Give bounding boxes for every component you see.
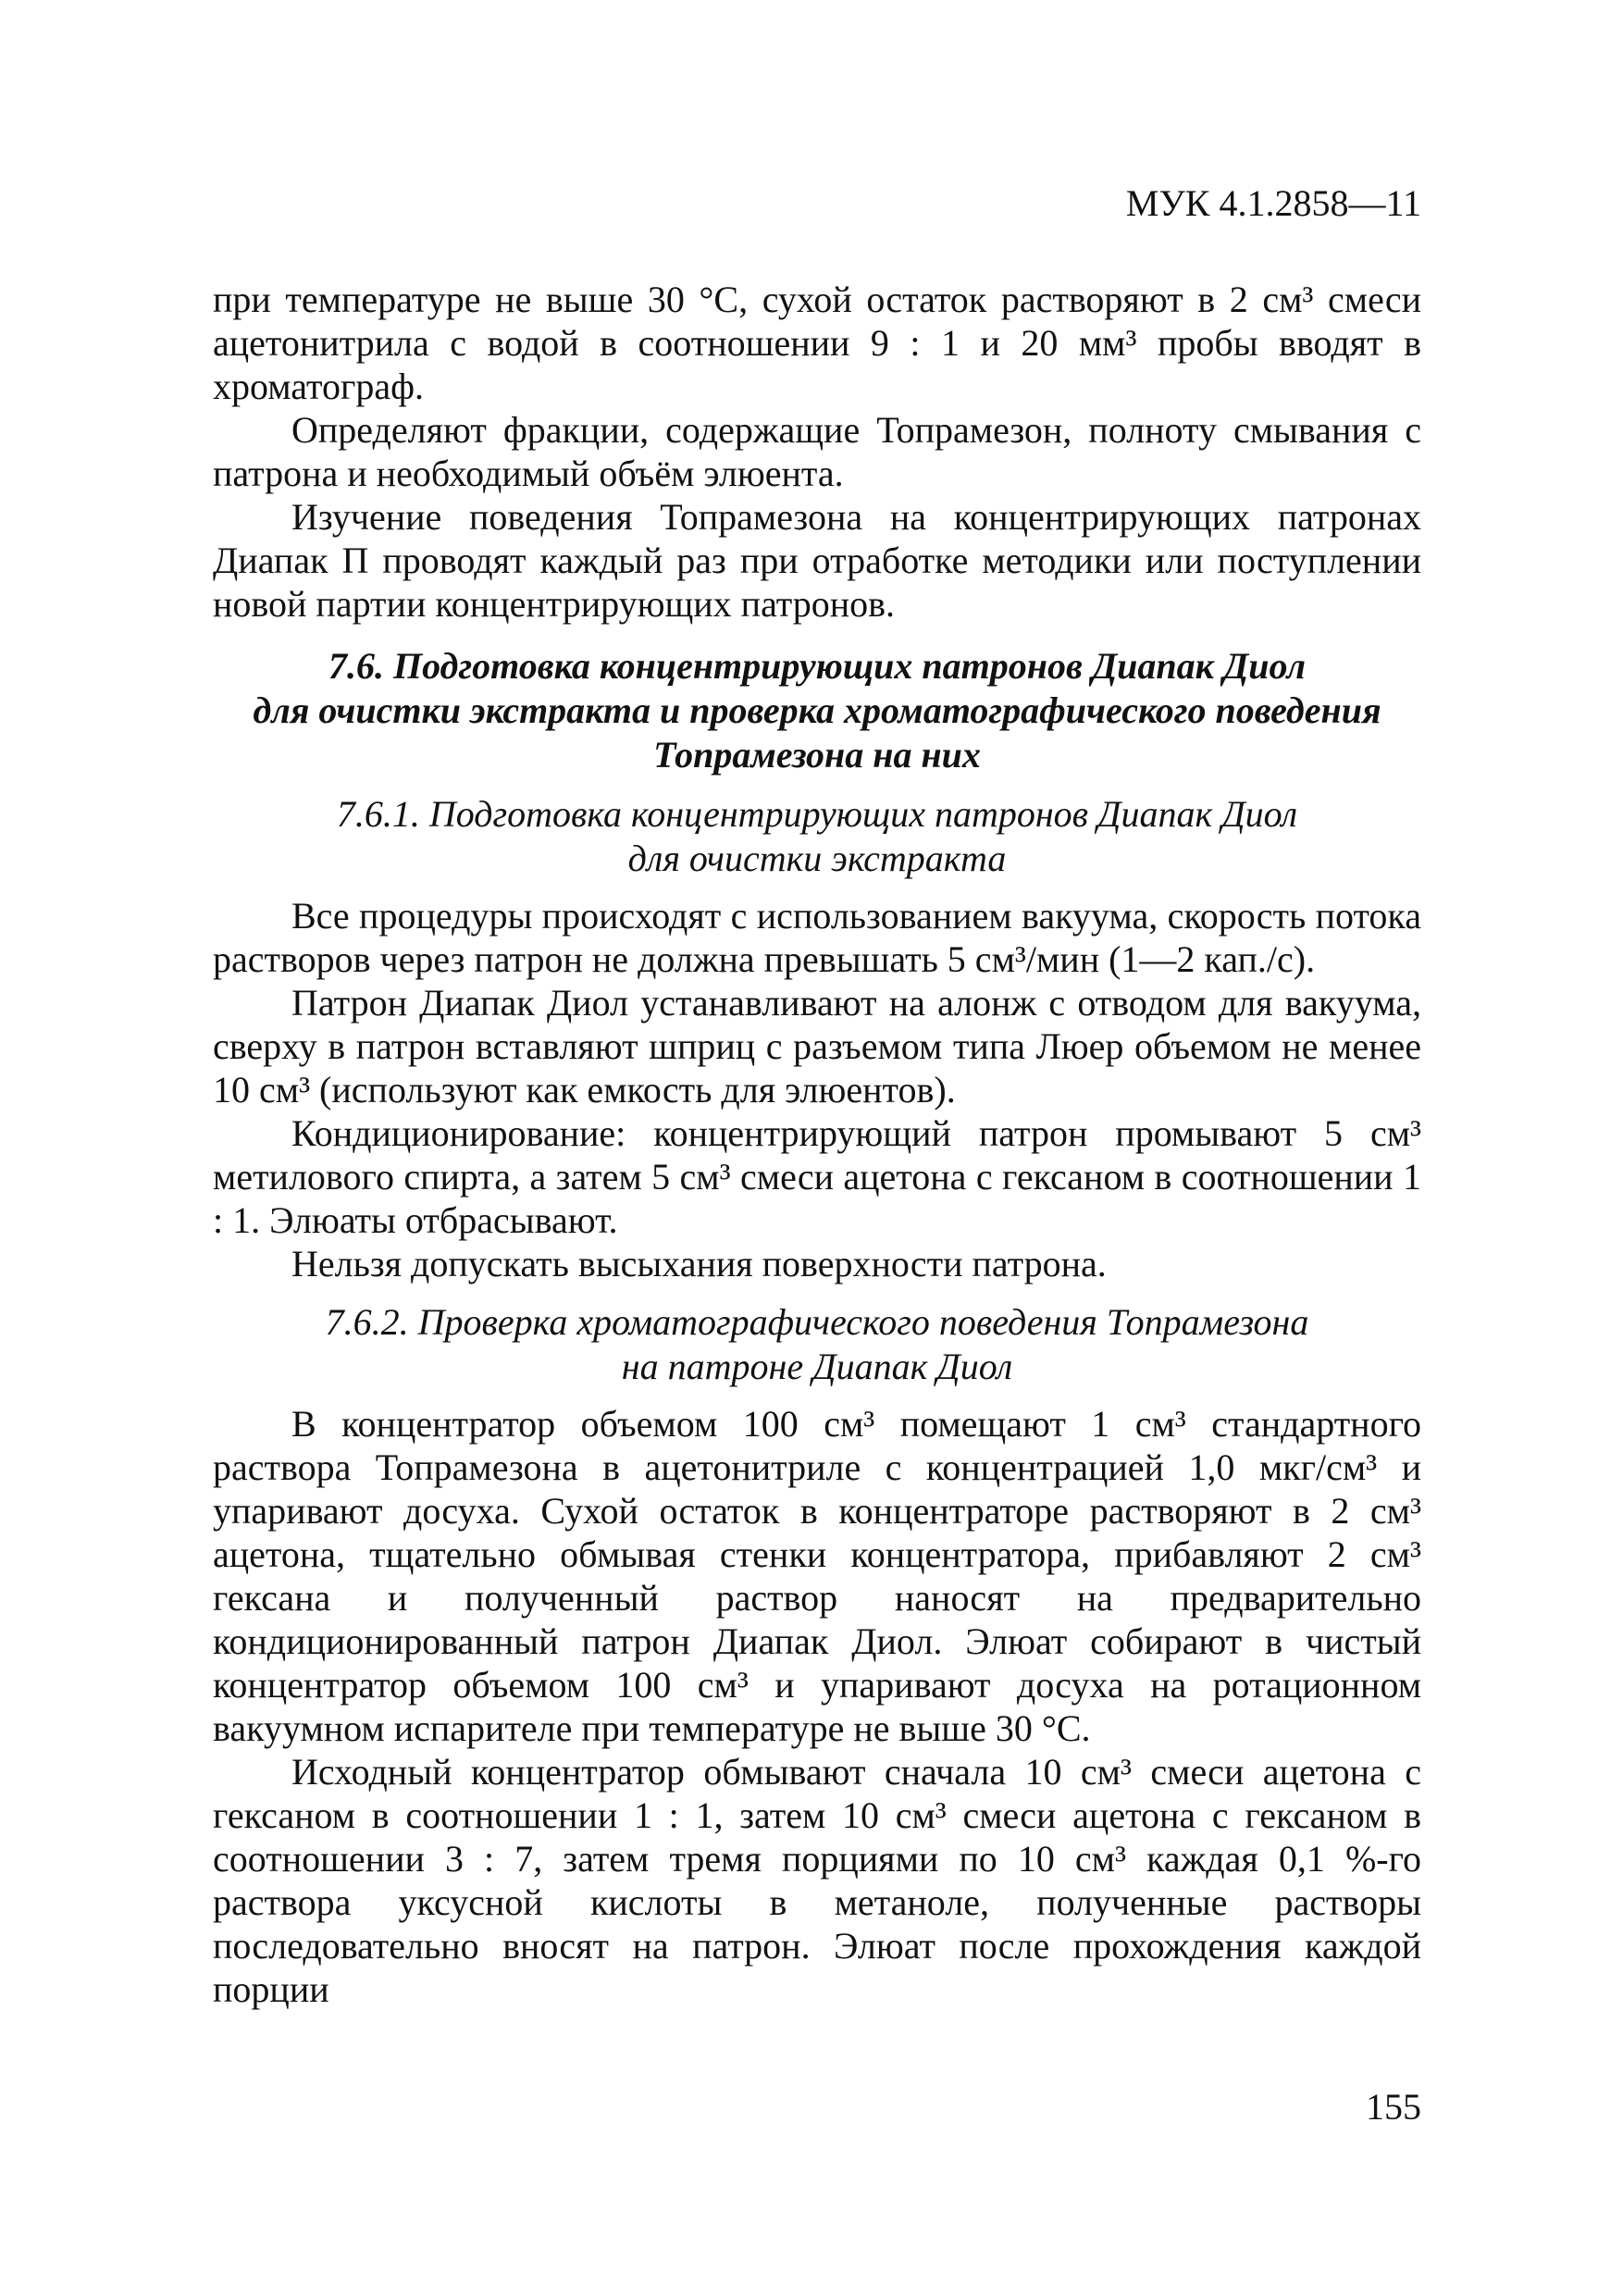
paragraph: Все процедуры происходят с использованием вакуума, скорость потока растворов через патрон не должна превышать 5 см³/мин (1—2 кап./с). <box>213 895 1421 980</box>
document-code-header: МУК 4.1.2858—11 <box>1125 182 1421 224</box>
heading-line: Топрамезона на них <box>653 734 981 776</box>
heading-line: 7.6.2. Проверка хроматографического поведения Топрамезона <box>325 1301 1309 1343</box>
heading-line: 7.6. Подготовка концентрирующих патронов Диапак Диол <box>328 645 1307 687</box>
section-heading-7-6 <box>213 644 1421 777</box>
heading-line: для очистки экстракта <box>627 838 1007 879</box>
page-number: 155 <box>1366 2086 1421 2128</box>
paragraph: Изучение поведения Топрамезона на концентрирующих патронах Диапак П проводят каждый раз при отработке методики или поступлении новой партии концентрирующих патронов. <box>213 496 1421 625</box>
page-content <box>213 278 1421 2011</box>
paragraph: Нельзя допускать высыхания поверхности патрона. <box>291 1243 1107 1285</box>
subsection-heading-7-6-2 <box>213 1300 1421 1389</box>
paragraph: В концентратор объемом 100 см³ помещают 1 см³ стандартного раствора Топрамезона в ацетонитриле с концентрацией 1,0 мкг/см³ и упаривают досуха. Сухой остаток в концентраторе растворяют в 2 см³ ацетона, тщательно обмывая стенки концентратора, прибавляют 2 см³ гексана и полученный раствор наносят на предварительно кондиционированный патрон Диапак Диол. Элюат собирают в чистый концентратор объемом 100 см³ и упаривают досуха на ротационном вакуумном испарителе при температуре не выше 30 °С. <box>213 1403 1421 1749</box>
heading-line: 7.6.1. Подготовка концентрирующих патронов Диапак Диол <box>336 793 1298 835</box>
paragraph: Кондиционирование: концентрирующий патрон промывают 5 см³ метилового спирта, а затем 5 см³ смеси ацетона с гексаном в соотношении 1 : 1. Элюаты отбрасывают. <box>213 1112 1421 1241</box>
heading-line: на патроне Диапак Диол <box>621 1346 1013 1387</box>
paragraph: Патрон Диапак Диол устанавливают на алонж с отводом для вакуума, сверху в патрон вставляют шприц с разъемом типа Люер объемом не менее 10 см³ (используют как емкость для элюентов). <box>213 982 1421 1111</box>
heading-line: для очистки экстракта и проверка хроматографического поведения <box>253 689 1381 731</box>
subsection-heading-7-6-1 <box>213 792 1421 881</box>
paragraph: при температуре не выше 30 °С, сухой остаток растворяют в 2 см³ смеси ацетонитрила с водой в соотношении 9 : 1 и 20 мм³ пробы вводят в хроматограф. <box>213 279 1421 407</box>
paragraph: Определяют фракции, содержащие Топрамезон, полноту смывания с патрона и необходимый объём элюента. <box>213 409 1421 494</box>
paragraph: Исходный концентратор обмывают сначала 10 см³ смеси ацетона с гексаном в соотношении 1 : 1, затем 10 см³ смеси ацетона с гексаном в соотношении 3 : 7, затем тремя порциями по 10 см³ каждая 0,1 %-го раствора уксусной кислоты в метаноле, полученные растворы последовательно вносят на патрон. Элюат после прохождения каждой порции <box>213 1751 1421 2010</box>
